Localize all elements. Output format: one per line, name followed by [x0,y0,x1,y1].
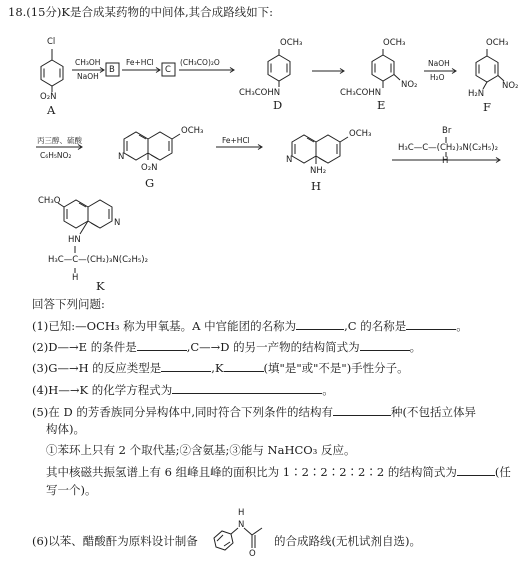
compound-d-ring [268,49,290,87]
q3-blank-2[interactable] [224,360,264,372]
q6-h: H [238,508,245,518]
q4-blank[interactable] [172,382,322,394]
reagent-acetic-anhydride: (CH₃CO)₂O [180,58,220,67]
q3-blank-1[interactable] [161,360,211,372]
box-c-label: C [165,65,171,75]
q6-intro: (6)以苯、醋酸酐为原料设计制备 [32,534,198,548]
reagent-ch3oh: CH₃OH [75,58,101,67]
e-compound-label: E [377,98,386,112]
d-och3: OCH₃ [280,38,303,48]
q5-line-4: 写一个)。 [46,483,97,497]
reagent-fe-hcl-2: Fe+HCl [222,136,250,145]
k-chain: H₃C—C—(CH₂)₃N(C₂H₅)₂ [48,255,148,265]
q5-line-2: 构体)。 [46,422,85,436]
reagent-h: H [442,156,449,166]
q3-line: (3)G—→H 的反应类型是 ,K (填"是"或"不是")手性分子。 [32,361,409,375]
q5-line-3: 其中核磁共振氢谱上有 6 组峰且峰的面积比为 1∶2∶2∶2∶2∶2 的结构简式为 (任 [46,465,511,479]
k-compound-label: K [96,279,105,293]
q5-blank-2[interactable] [457,464,495,476]
h-och3: OCH₃ [349,129,372,139]
d-nhac: CH₃COHN [239,88,281,98]
f-och3: OCH₃ [486,38,509,48]
k-h: H [72,273,79,283]
reagent-glycerol: 丙三醇、硫酸 [37,136,82,145]
compound-f-ring [476,49,504,89]
compound-g-ring [124,132,180,160]
reagent-nitrobenzene: C₆H₅NO₂ [40,151,72,160]
answer-prompt: 回答下列问题: [32,297,105,311]
e-nhac: CH₃COHN [340,88,382,98]
q4-line: (4)H—→K 的化学方程式为 。 [32,383,334,397]
q5-blank-1[interactable] [333,404,391,416]
reagent-alkyl-bromide: H₃C—C—(CH₂)₃N(C₂H₅)₂ [398,143,498,153]
a-cl-label: Cl [47,37,56,47]
q6-o: O [249,549,256,559]
acetanilide-structure [214,528,262,550]
e-no2: NO₂ [401,80,418,90]
q6-n: N [238,520,245,530]
h-n: N [286,155,293,165]
q1-blank-2[interactable] [406,318,456,330]
q2-blank-1[interactable] [137,339,187,351]
f-nh2: H₂N [468,89,485,99]
k-hn: HN [68,235,81,245]
compound-h-ring [292,135,348,164]
h-compound-label: H [311,179,322,193]
reagent-naoh: NaOH [77,72,99,81]
k-n: N [114,218,121,228]
g-och3: OCH₃ [181,126,204,136]
g-n: N [118,152,125,162]
reagent-naoh-2: NaOH [428,59,450,68]
question-header: 18.(15分)K是合成某药物的中间体,其合成路线如下: [8,5,274,19]
h-nh2: NH₂ [310,166,327,176]
f-compound-label: F [483,100,491,114]
compound-a-ring [41,49,63,92]
reagent-h2o: H₂O [430,73,445,82]
g-no2: O₂N [141,163,158,173]
q5-line-1: (5)在 D 的芳香族同分异构体中,同时符合下列条件的结构有 种(不包括立体异 [32,405,476,419]
q1-blank-1[interactable] [296,318,344,330]
f-no2: NO₂ [502,81,519,91]
compound-e-ring [372,49,400,88]
g-compound-label: G [145,176,155,190]
a-no2-label: O₂N [40,92,57,102]
e-och3: OCH₃ [383,38,406,48]
reagent-br: Br [442,126,452,136]
q6-outro: 的合成路线(无机试剂自选)。 [274,534,421,548]
d-compound-label: D [273,98,283,112]
box-b-label: B [109,65,115,75]
reagent-fe-hcl-1: Fe+HCl [126,58,154,67]
a-compound-label: A [47,103,56,117]
q2-blank-2[interactable] [360,339,410,351]
q5-conditions: ①苯环上只有 2 个取代基;②含氨基;③能与 NaHCO₃ 反应。 [46,443,356,457]
q1-line: (1)已知:—OCH₃ 称为甲氧基。A 中官能团的名称为 ,C 的名称是 。 [32,319,468,333]
q2-line: (2)D—→E 的条件是 ,C—→D 的另一产物的结构简式为 。 [32,340,422,354]
k-och3: CH₃O [38,196,61,206]
